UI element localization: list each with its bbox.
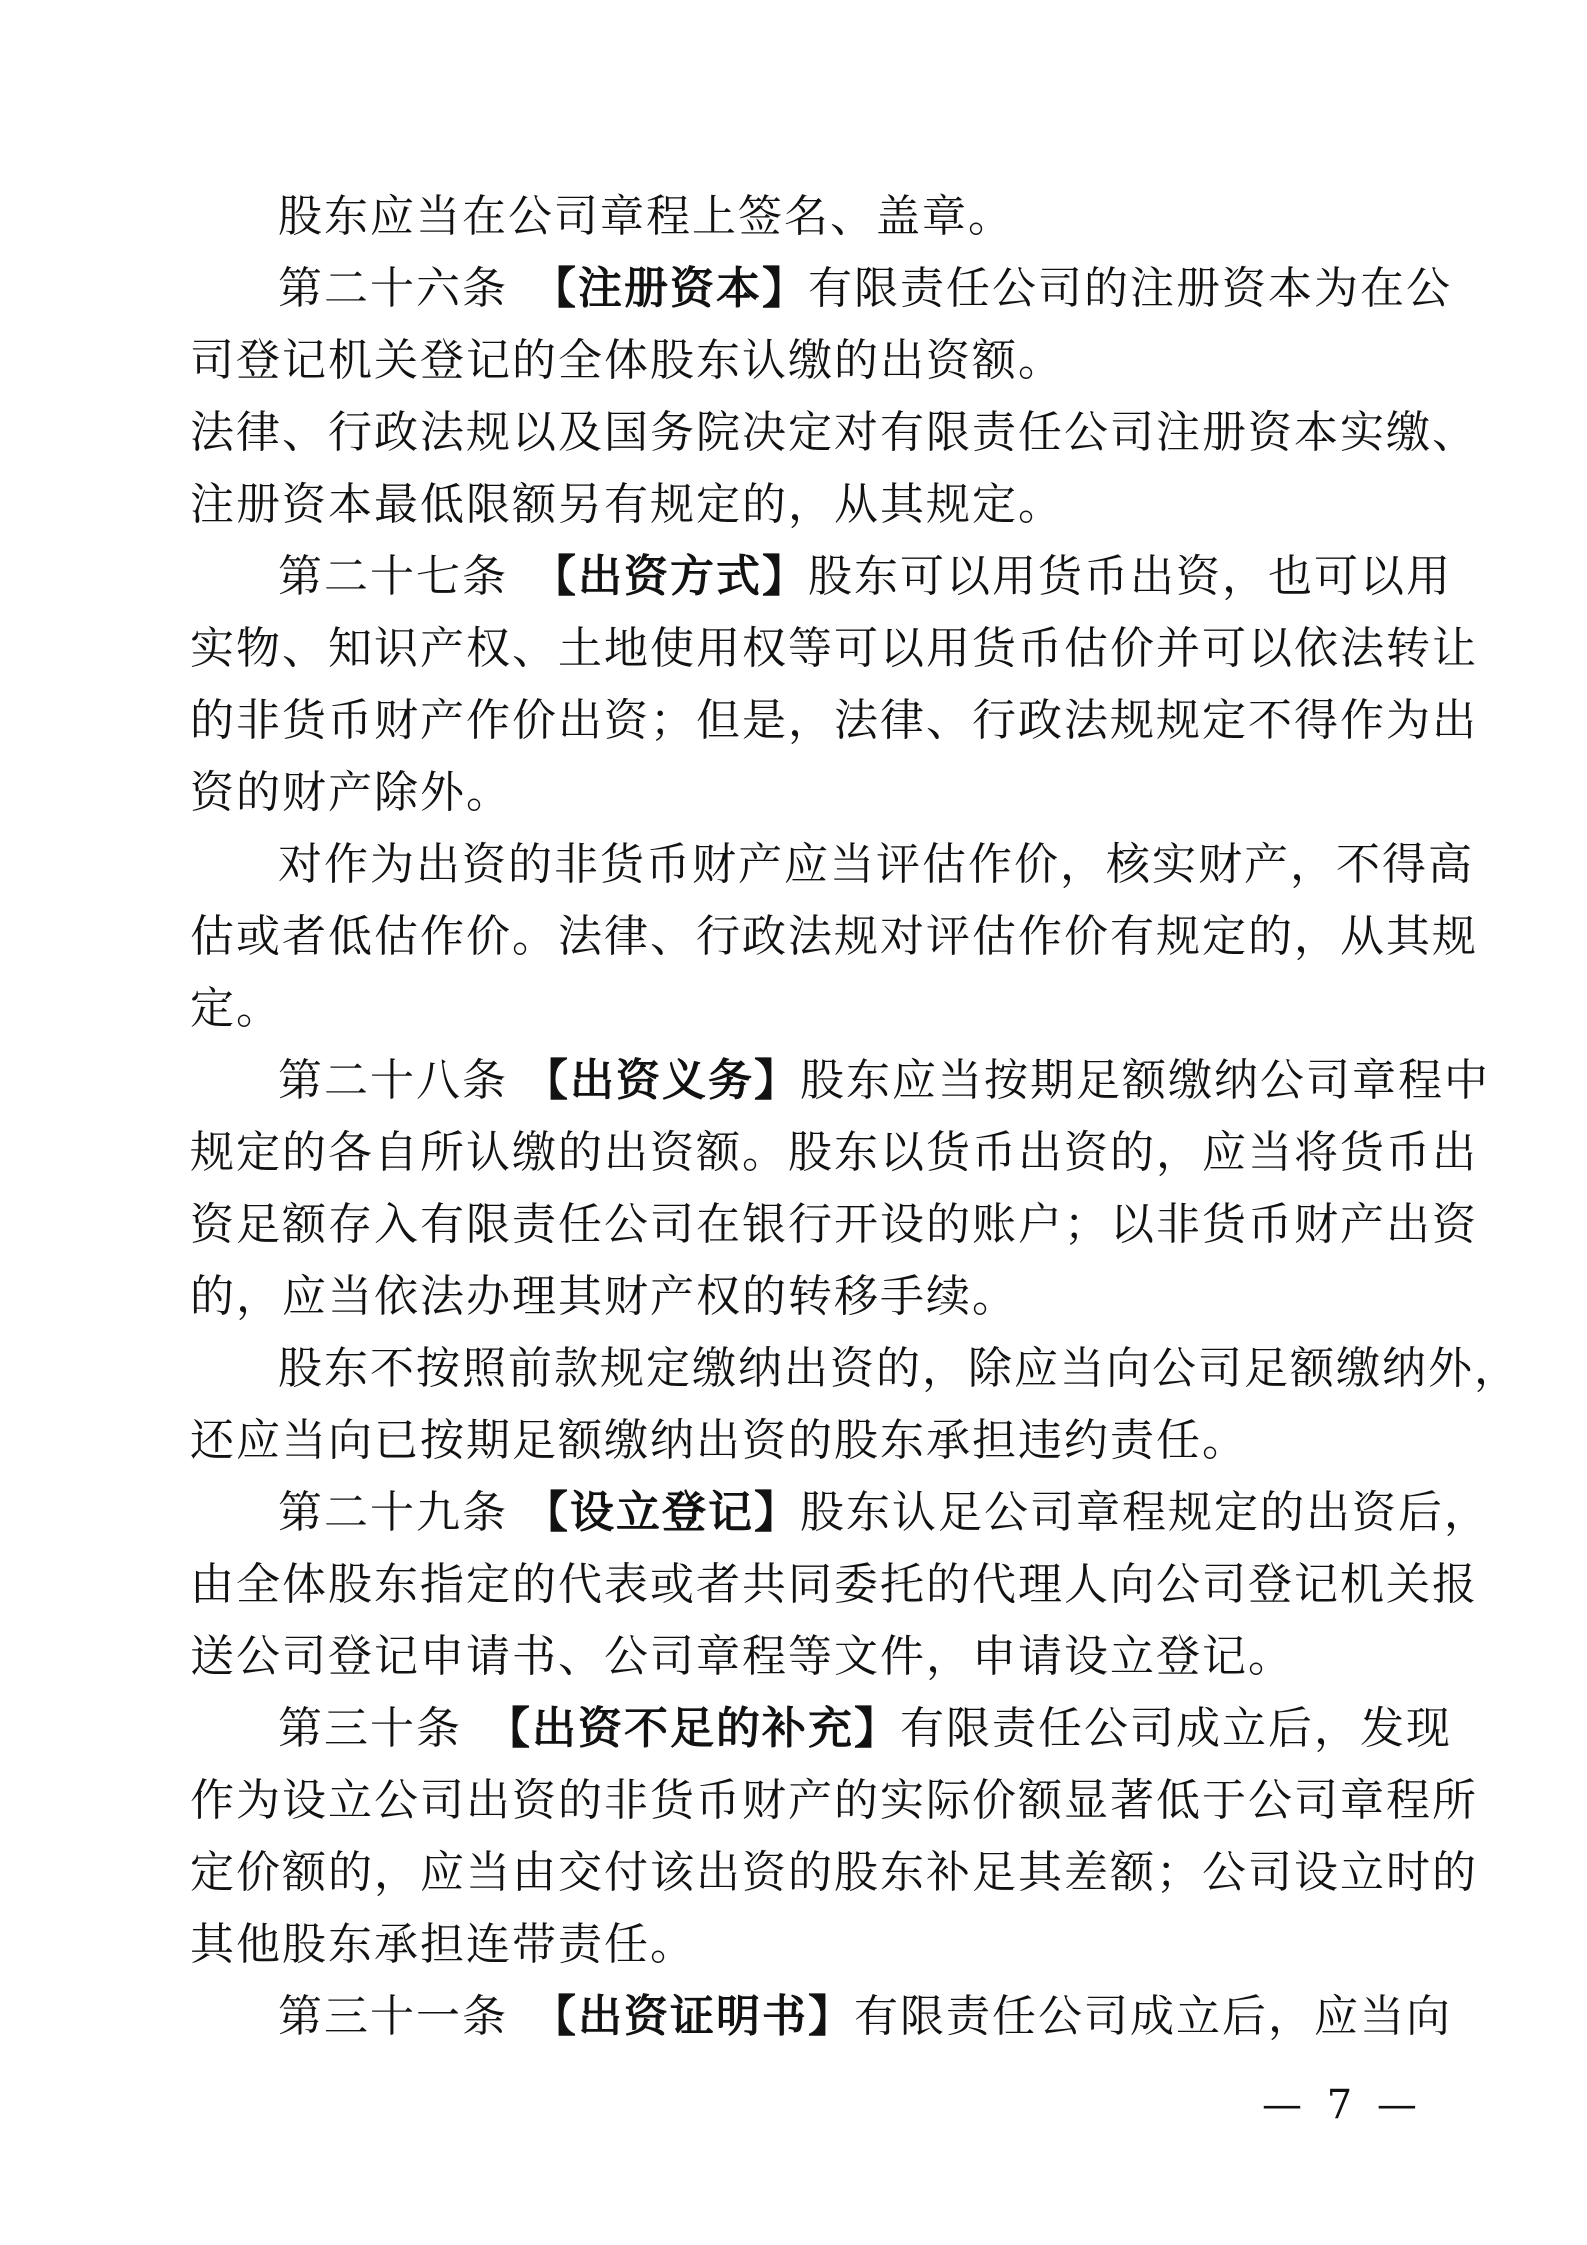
text-line: [190, 541, 1452, 613]
text-segment: 作为设立公司出资的非货币财产的实际价额显著低于公司章程所: [190, 1775, 1478, 1826]
text-segment: 实物、知识产权、土地使用权等可以用货币估价并可以依法转让: [190, 623, 1478, 674]
text-line: [190, 757, 1402, 829]
text-segment: 资的财产除外。: [190, 767, 512, 818]
text-segment: 的，应当依法办理其财产权的转移手续。: [190, 1271, 1018, 1322]
text-segment: 有限责任公司成立后，发现: [900, 1703, 1452, 1754]
text-line: [190, 829, 1474, 901]
text-segment: 对作为出资的非货币财产应当评估作价，核实财产，不得高: [278, 839, 1474, 890]
text-line: [190, 1549, 1478, 1621]
text-line: [190, 469, 1402, 541]
text-line: [190, 1909, 1402, 1981]
text-line: [190, 973, 1402, 1045]
text-line: [190, 1621, 1402, 1693]
text-segment: 股东认足公司章程规定的出资后，: [800, 1487, 1490, 1538]
text-segment: 有限责任公司成立后，应当向: [854, 1991, 1452, 2042]
text-line: [190, 1477, 1490, 1549]
text-line: [190, 613, 1478, 685]
text-segment: 股东应当按期足额缴纳公司章程中: [800, 1055, 1490, 1106]
text-line: [190, 1837, 1478, 1909]
article-heading-bracket: 【出资证明书】: [554, 1991, 854, 2042]
page-number: — 7 —: [1262, 2082, 1423, 2128]
article-heading-bracket: 【出资义务】: [524, 1055, 800, 1106]
article-heading-bracket: 【注册资本】: [554, 263, 808, 314]
text-line: [190, 1333, 1520, 1405]
article-heading-bracket: 【出资方式】: [554, 551, 808, 602]
text-segment: 规定的各自所认缴的出资额。股东以货币出资的，应当将货币出: [190, 1127, 1478, 1178]
text-segment: 法律、行政法规以及国务院决定对有限责任公司注册资本实缴、: [190, 407, 1478, 458]
article-heading-bracket: 【出资不足的补充】: [508, 1703, 900, 1754]
text-line: [190, 325, 1402, 397]
text-segment: 股东不按照前款规定缴纳出资的，除应当向公司足额缴纳外，: [278, 1343, 1520, 1394]
text-segment: 第三十条: [278, 1703, 508, 1754]
text-line: [190, 1693, 1452, 1765]
text-line: [190, 1189, 1478, 1261]
text-segment: 有限责任公司的注册资本为在公: [808, 263, 1452, 314]
text-line: [190, 1045, 1490, 1117]
text-segment: 股东应当在公司章程上签名、盖章。: [278, 191, 1014, 242]
article-heading-bracket: 【设立登记】: [524, 1487, 800, 1538]
text-line: [190, 181, 1402, 253]
text-line: [190, 397, 1478, 469]
text-segment: 估或者低估作价。法律、行政法规对评估作价有规定的，从其规: [190, 911, 1478, 962]
text-line: [190, 1405, 1402, 1477]
text-line: [190, 1117, 1478, 1189]
text-segment: 定。: [190, 983, 282, 1034]
text-segment: 第二十七条: [278, 551, 554, 602]
text-segment: 第二十九条: [278, 1487, 524, 1538]
document-text-body: [190, 181, 1520, 2053]
text-segment: 第二十八条: [278, 1055, 524, 1106]
text-segment: 第三十一条: [278, 1991, 554, 2042]
text-line: [190, 1261, 1402, 1333]
text-segment: 第二十六条: [278, 263, 554, 314]
text-line: [190, 1765, 1478, 1837]
text-segment: 司登记机关登记的全体股东认缴的出资额。: [190, 335, 1064, 386]
text-segment: 送公司登记申请书、公司章程等文件，申请设立登记。: [190, 1631, 1294, 1682]
text-line: [190, 253, 1452, 325]
text-segment: 由全体股东指定的代表或者共同委托的代理人向公司登记机关报: [190, 1559, 1478, 1610]
text-segment: 其他股东承担连带责任。: [190, 1919, 696, 1970]
text-segment: 注册资本最低限额另有规定的，从其规定。: [190, 479, 1064, 530]
text-segment: 还应当向已按期足额缴纳出资的股东承担违约责任。: [190, 1415, 1248, 1466]
text-segment: 股东可以用货币出资，也可以用: [808, 551, 1452, 602]
text-segment: 的非货币财产作价出资；但是，法律、行政法规规定不得作为出: [190, 695, 1478, 746]
text-line: [190, 901, 1478, 973]
text-segment: 资足额存入有限责任公司在银行开设的账户；以非货币财产出资: [190, 1199, 1478, 1250]
text-line: [190, 1981, 1452, 2053]
text-line: [190, 685, 1478, 757]
text-segment: 定价额的，应当由交付该出资的股东补足其差额；公司设立时的: [190, 1847, 1478, 1898]
